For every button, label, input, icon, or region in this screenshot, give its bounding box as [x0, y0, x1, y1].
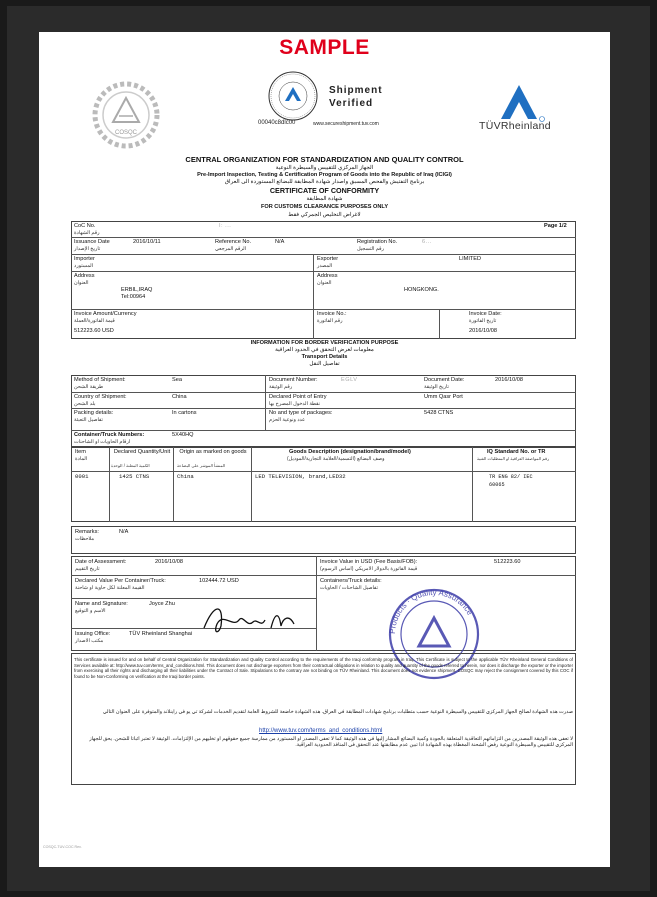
packing-label-ar: تفاصيل التعبئة — [74, 417, 103, 423]
seal-caption — [329, 84, 383, 110]
form-footer: COSQC-TUV-COC Rev. — [43, 845, 82, 849]
assessment-date-label: Date of Assessment: — [75, 559, 127, 565]
entry-value: Umm Qasr Port — [424, 394, 463, 400]
containers-label: Containers/Truck details: — [320, 578, 382, 584]
seal-url: www.secureshipment.tuv.com — [313, 121, 379, 127]
importer-tel: Tel:00964 — [121, 294, 146, 300]
divider — [71, 408, 576, 409]
row-standard-2: 60065 — [489, 482, 505, 488]
transport-title-ar: تفاصيل النقل — [309, 361, 340, 367]
shipment-seal-icon — [267, 70, 319, 122]
importer-address-label: Address — [74, 273, 95, 279]
remarks-box — [71, 526, 576, 554]
importer-label: Importer — [74, 256, 95, 262]
document-number-value: EGLV — [341, 377, 358, 383]
coc-value: I: ... — [219, 223, 232, 229]
container-label-ar: ارقام الحاويات او الشاحنات — [74, 439, 131, 445]
certificate-title-ar: شهادة المطابقة — [306, 196, 343, 202]
terms-link[interactable]: http://www.tuv.com/terms_and_conditions.html — [259, 728, 383, 734]
name-signature-label-ar: الاسم و التوقيع — [75, 608, 106, 614]
document-date-value: 2016/10/08 — [495, 377, 523, 383]
seal-shipment-text: Shipment — [329, 85, 383, 96]
divider — [313, 254, 314, 339]
divider — [71, 309, 576, 310]
invoice-amount-label: Invoice Amount/Currency — [74, 311, 137, 317]
country-value: China — [172, 394, 187, 400]
row-standard: TR ENG 82/ IEC — [489, 474, 533, 480]
signature-icon — [199, 598, 299, 638]
registration-value: 6... — [422, 239, 432, 245]
disclaimer-english: This certificate is issued for and on behalf of Central Organization for Standardization and Quality Control according to the requirements of the Iraqi conformity program in Iraq. This Certificate is subject to the applicable TÜV Rheinland General Conditions of Services available at: http://www.tuv.com/terms_and_conditions.html. This document does not discharge exporters from their contractual obligations in relation to quality and quantity of the goods referred to herein, nor does it discharge the exporter or the importer from exercising all their rights and discharging all their liabilities under the Contract of Sale. Stipulations to the contrary are not binding on TÜV Rheinland. This document does not evidence shipment. COSQC may reject the consignment covered by this COC if found to be Non-Conforming on verification at the Iraqi border points. — [74, 657, 573, 679]
row-item: 0001 — [75, 473, 89, 480]
org-title-ar: الجهاز المركزي للتقييس والسيطرة النوعية — [275, 165, 374, 171]
method-label: Method of Shipment: — [74, 377, 126, 383]
invoice-amount-value: 512223.60 USD — [74, 328, 114, 334]
col-origin: Origin as marked on goods — [179, 449, 247, 455]
invoice-date-label: Invoice Date: — [469, 311, 502, 317]
divider — [251, 447, 252, 522]
packages-label: No and type of packages: — [269, 410, 333, 416]
col-description-ar: وصف البضائع (التسمية/العلامة التجارية/الموديل) — [287, 456, 385, 462]
containers-label-ar: تفاصيل الشاحنات / الحاويات — [320, 585, 378, 591]
seal-verified-text: Verified — [329, 98, 374, 109]
signer-name: Joyce Zhu — [149, 601, 175, 607]
stamp-text: Products · Quality Assurance — [387, 587, 475, 635]
divider — [265, 375, 266, 430]
cosqc-text: COSQC — [114, 130, 138, 136]
divider — [173, 447, 174, 522]
packages-label-ar: عدد ونوعية الحزم — [269, 417, 306, 423]
program-title: Pre-Import Inspection, Testing & Certification Program of Goods into the Republic of Iraq (ICIGI) — [197, 172, 452, 178]
registration-label-ar: رقم التسجيل — [357, 246, 384, 252]
divider — [71, 575, 576, 576]
container-label: Container/Truck Numbers: — [74, 432, 145, 438]
method-value: Sea — [172, 377, 182, 383]
divider — [71, 237, 576, 238]
country-label: Country of Shipment: — [74, 394, 127, 400]
issuance-label-ar: تاريخ الإصدار — [74, 246, 101, 252]
invoice-amount-label-ar: قيمة الفاتورة/العملة — [74, 318, 115, 324]
tuv-brand-name: TÜVRheinland — [479, 120, 551, 132]
col-standard: IQ Standard No. or TR — [487, 449, 546, 455]
col-item: Item — [75, 449, 86, 455]
document-number-label-ar: رقم الوثيقة — [269, 384, 293, 390]
invoice-no-label: Invoice No.: — [317, 311, 347, 317]
divider — [109, 447, 110, 522]
declared-value: 102444.72 USD — [199, 578, 239, 584]
org-title: CENTRAL ORGANIZATION FOR STANDARDIZATION AND QUALITY CONTROL — [185, 155, 464, 164]
declared-value-label: Declared Value Per Container/Truck: — [75, 578, 166, 584]
divider — [71, 254, 576, 255]
invoice-no-label-ar: رقم الفاتورة — [317, 318, 343, 324]
divider — [71, 392, 576, 393]
row-origin: China — [177, 473, 194, 480]
importer-label-ar: المستورد — [74, 263, 93, 269]
entry-label-ar: نقطة الدخول المصرح بها — [269, 401, 321, 407]
exporter-label-ar: المصدر — [317, 263, 333, 269]
exporter-address-label-ar: العنوان — [317, 280, 332, 286]
remarks-value: N/A — [119, 529, 129, 535]
invoice-date-label-ar: تاريخ الفاتورة — [469, 318, 497, 324]
country-label-ar: بلد الشحن — [74, 401, 96, 407]
certificate-title: CERTIFICATE OF CONFORMITY — [269, 186, 380, 195]
table-header-divider — [71, 471, 576, 472]
issuing-office-label: Issuing Office: — [75, 631, 111, 637]
certificate-page — [39, 32, 610, 867]
reference-value: N/A — [275, 239, 285, 245]
col-quantity-ar: الكمية المعلنة / الوحدة — [111, 463, 150, 468]
importer-city: ERBIL,IRAQ — [121, 287, 153, 293]
divider — [439, 309, 440, 339]
remarks-label: Remarks: — [75, 529, 99, 535]
container-value: 5X40HQ — [172, 432, 194, 438]
row-description: LED TELEVISION, brand,LED32 — [255, 473, 346, 480]
document-number-label: Document Number: — [269, 377, 318, 383]
issuing-office-label-ar: مكتب الاصدار — [75, 638, 104, 644]
exporter-address-label: Address — [317, 273, 338, 279]
divider — [472, 447, 473, 522]
issuance-value: 2016/10/11 — [133, 239, 161, 245]
declared-value-label-ar: القيمة المعلنة لكل حاوية او شاحنة — [75, 585, 145, 591]
entry-label: Declared Point of Entry — [269, 394, 327, 400]
disclaimer-arabic: صدرت هذه الشهادة لصالح الجهاز المركزي للتقييس والسيطرة النوعية حسب متطلبات برنامج شهادات المطابقة في العراق. هذه الشهادة خاضعة للشروط العامة لتقديم الخدمات لشركة تي يو في راينلاند والمتوفرة على العنوان التالي — [102, 709, 573, 715]
disclaimer-arabic-2: لا تعفي هذه الوثيقة المصدرين من التزاماتهم التعاقدية المتعلقة بالجودة وكمية البضائع المشار إليها في هذه الوثيقة كما لا تعفي المصدر او المستورد من ممارسة جميع حقوقهم او تخليهم من الإلتزامات. الوثيقة لا تعتبر اثباتا للشحن. يحق للجهاز المركزي للتقييس والسيطرة النوعية رفض الشحنة المغطاة بهذه الشهادة اذا تبين عدم مطابقتها عند التحقق في المنافذ الحدودية العراقية. — [89, 736, 573, 748]
exporter-city: HONGKONG. — [404, 287, 439, 293]
assessment-date-label-ar: تاريخ التقييم — [75, 566, 100, 572]
program-title-ar: برنامج التفتيش والفحص المسبق واصدار شهادة المطابقة للبضائع المستوردة الى العراق — [224, 179, 425, 185]
row-qty: 1425 CTNS — [119, 473, 150, 480]
invoice-date-value: 2016/10/08 — [469, 328, 497, 334]
purpose-title-ar: لاغراض التخليص الجمركي فقط — [288, 212, 361, 218]
document-date-label: Document Date: — [424, 377, 465, 383]
issuance-label: Issuance Date — [74, 239, 110, 245]
invoice-usd-label-ar: قيمة الفاتورة بالدولار الامريكي (اساس الرسوم) — [320, 566, 418, 572]
coc-label: CoC No. — [74, 223, 96, 229]
reference-label-ar: الرقم المرجعي — [215, 246, 247, 252]
assessment-date-value: 2016/10/08 — [155, 559, 183, 565]
border-title: INFORMATION FOR BORDER VERIFICATION PURPOSE — [250, 340, 399, 346]
document-date-label-ar: تاريخ الوثيقة — [424, 384, 449, 390]
divider — [316, 556, 317, 651]
issuing-office-value: TÜV Rheinland Shanghai — [129, 631, 193, 637]
packing-value: In cartons — [172, 410, 197, 416]
method-label-ar: طريقة الشحن — [74, 384, 104, 390]
remarks-label-ar: ملاحظات — [75, 536, 95, 542]
col-item-ar: المادة — [75, 456, 88, 462]
sample-watermark: SAMPLE — [279, 36, 370, 59]
coc-label-ar: رقم الشهادة — [74, 230, 100, 236]
page-number: Page 1/2 — [544, 223, 567, 229]
col-origin-ar: المنشأ الموشر على البضاعة — [177, 463, 226, 468]
col-standard-ar: رقم المواصفة العراقية او المتطلبات الفنية — [477, 456, 550, 461]
col-quantity: Declared Quantity/Unit — [113, 449, 171, 455]
invoice-usd-label: Invoice Value in USD (Fee Basis/FOB): — [320, 559, 418, 565]
transport-title: Transport Details — [301, 354, 348, 360]
col-description: Goods Description (designation/brand/model) — [289, 449, 411, 455]
packing-label: Packing details: — [74, 410, 114, 416]
cosqc-logo-icon — [91, 80, 161, 150]
border-title-ar: معلومات لغرض التحقق في الحدود العراقية — [275, 347, 374, 353]
importer-address-label-ar: العنوان — [74, 280, 89, 286]
name-signature-label: Name and Signature: — [75, 601, 128, 607]
exporter-label: Exporter — [317, 256, 339, 262]
divider — [71, 271, 576, 272]
packages-value: 5428 CTNS — [424, 410, 454, 416]
purpose-title: FOR CUSTOMS CLEARANCE PURPOSES ONLY — [260, 204, 389, 210]
seal-number: 00040c8dlc00 — [258, 120, 296, 126]
svg-text:Products · Quality Assurance — [388, 588, 475, 634]
registration-label: Registration No. — [357, 239, 398, 245]
invoice-usd-value: 512223.60 — [494, 559, 521, 565]
divider — [71, 430, 576, 431]
exporter-value: LIMITED — [459, 256, 482, 262]
reference-label: Reference No. — [215, 239, 252, 245]
